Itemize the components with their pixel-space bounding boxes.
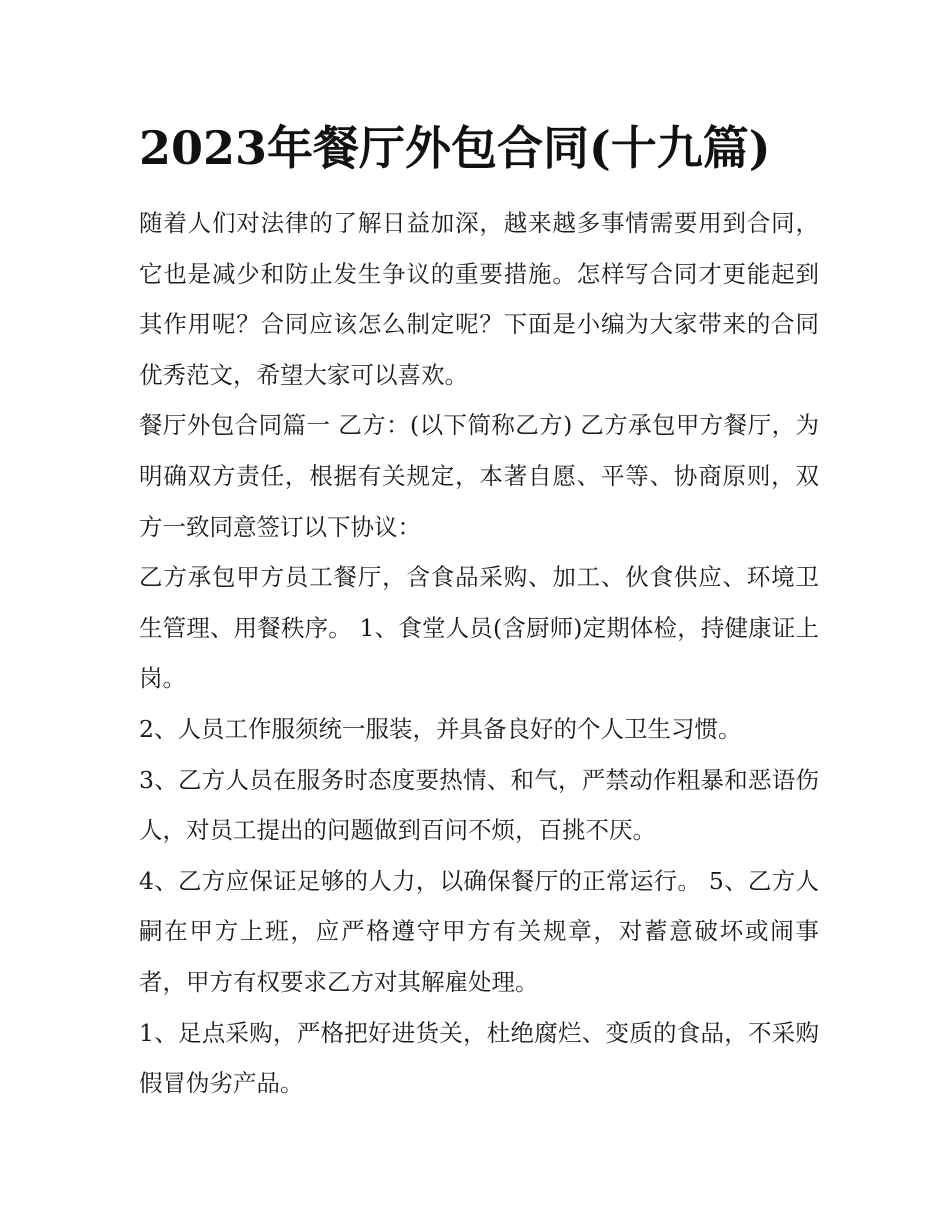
paragraph-scope-and-health: 乙方承包甲方员工餐厅，含食品采购、加工、伙食供应、环境卫生管理、用餐秩序。 1、食堂人员(含厨师)定期体检，持健康证上岗。 <box>139 563 819 693</box>
paragraph-intro: 随着人们对法律的了解日益加深，越来越多事情需要用到合同，它也是减少和防止发生争议的重要措施。怎样写合同才更能起到其作用呢？合同应该怎么制定呢？下面是小编为大家带来的合同优秀范文，希望大家可以喜欢。 <box>139 209 819 389</box>
document-title: 2023年餐厅外包合同(十九篇) <box>139 121 771 175</box>
paragraph-contract-part-one: 餐厅外包合同篇一 乙方：(以下简称乙方) 乙方承包甲方餐厅，为明确双方责任，根据有关规定，本著自愿、平等、协商原则，双方一致同意签订以下协议： <box>139 411 819 541</box>
paragraph-item-4-5: 4、乙方应保证足够的人力，以确保餐厅的正常运行。 5、乙方人嗣在甲方上班，应严格遵守甲方有关规章，对蓄意破坏或闹事者，甲方有权要求乙方对其解雇处理。 <box>139 866 819 996</box>
paragraph-item-3: 3、乙方人员在服务时态度要热情、和气，严禁动作粗暴和恶语伤人，对员工提出的问题做到百问不烦，百挑不厌。 <box>139 765 819 845</box>
document-body <box>139 198 819 1109</box>
paragraph-item-2: 2、人员工作服须统一服装，并具备良好的个人卫生习惯。 <box>139 714 742 743</box>
paragraph-purchasing-1: 1、足点采购，严格把好进货关，杜绝腐烂、变质的食品，不采购假冒伪劣产品。 <box>139 1018 819 1098</box>
